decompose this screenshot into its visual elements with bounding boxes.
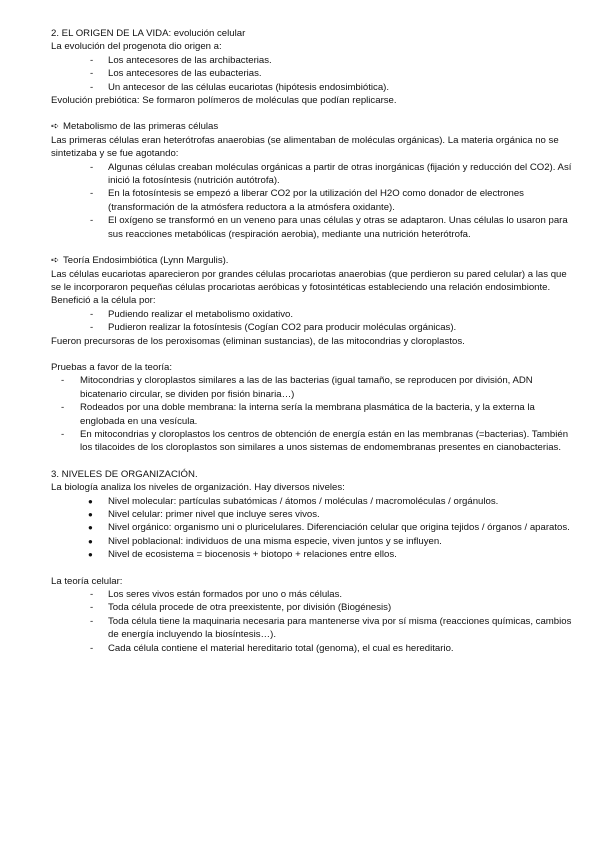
arrow-icon: ➪ [51, 255, 60, 267]
metabolism-title: Metabolismo de las primeras células [63, 121, 219, 133]
evidence-list [51, 374, 579, 454]
section-2-intro: La evolución del progenota dio origen a: [51, 41, 222, 53]
document-page [51, 27, 579, 655]
endosymbiotic-intro: Las células eucariotas aparecieron por grandes células procariotas anaerobias (que perdieron su pared celular) a las que se le incorporaron pequeñas células procariotas aeróbicas y fotosintéticas estableciendo una relación endosimbionte. Benefició a la célula por: [51, 268, 567, 307]
arrow-icon: ➪ [51, 121, 60, 133]
list-item: ● Nivel orgánico: organismo uni o pluricelulares. Diferenciación celular que origina tejidos / órganos / aparatos. [51, 521, 579, 534]
list-item: - Un antecesor de las células eucariotas (hipótesis endosimbiótica). [51, 81, 579, 94]
benefits-list [51, 308, 579, 335]
metabolism-intro: Las primeras células eran heterótrofas anaerobias (se alimentaban de moléculas orgánicas). La materia orgánica no se sintetizaba y se fue agotando: [51, 134, 559, 160]
cell-theory-list [51, 588, 579, 655]
endosymbiotic-outro: Fueron precursoras de los peroxisomas (eliminan sustancias), de las mitocondrias y cloroplastos. [51, 335, 465, 347]
list-item: - Algunas células creaban moléculas orgánicas a partir de otras inorgánicas (fijación y reducción del CO2). Así inició la fotosíntesis (nutrición autótrofa). [51, 161, 579, 188]
list-item: - Los seres vivos están formados por uno o más células. [51, 588, 579, 601]
prebiotic-evolution: Evolución prebiótica: Se formaron polímeros de moléculas que podían replicarse. [51, 95, 397, 107]
list-item: - En mitocondrias y cloroplastos los centros de obtención de energía están en las membranas (=bacterias). También los tilacoides de los cloroplastos son similares a unos sistemas de endomembranas presentes en cianobacterias. [51, 428, 579, 455]
list-item: - Mitocondrias y cloroplastos similares a las de las bacterias (igual tamaño, se reproducen por división, ADN bicatenario circular, se dividen por fisión binaria…) [51, 374, 579, 401]
list-item: - Toda célula procede de otra preexistente, por división (Biogénesis) [51, 601, 579, 614]
list-item: ● Nivel poblacional: individuos de una misma especie, viven juntos y se influyen. [51, 535, 579, 548]
list-item: ● Nivel molecular: partículas subatómicas / átomos / moléculas / macromoléculas / orgánulos. [51, 495, 579, 508]
endosymbiotic-title: Teoría Endosimbiótica (Lynn Margulis). [63, 255, 229, 267]
list-item: ● Nivel celular: primer nivel que incluye seres vivos. [51, 508, 579, 521]
endosymbiotic-heading [51, 254, 579, 267]
section-3-title: 3. NIVELES DE ORGANIZACIÓN. [51, 468, 198, 480]
list-item: - Pudieron realizar la fotosíntesis (Cogían CO2 para producir moléculas orgánicas). [51, 321, 579, 334]
list-item: - Pudiendo realizar el metabolismo oxidativo. [51, 308, 579, 321]
evidence-title: Pruebas a favor de la teoría: [51, 361, 173, 373]
list-item: - Los antecesores de las archibacterias. [51, 54, 579, 67]
ancestors-list [51, 54, 579, 94]
section-2-title: 2. EL ORIGEN DE LA VIDA: evolución celular [51, 28, 246, 39]
list-item: - En la fotosíntesis se empezó a liberar CO2 por la utilización del H2O como donador de electrones (transformación de la atmósfera reductora a la atmósfera oxidante). [51, 187, 579, 214]
list-item: - Toda célula tiene la maquinaria necesaria para mantenerse viva por sí misma (reacciones químicas, cambios de energía incluyendo la biosíntesis…). [51, 615, 579, 642]
metabolism-heading [51, 120, 579, 133]
list-item: - Rodeados por una doble membrana: la interna sería la membrana plasmática de la bacteria, y la externa la englobada en una vesícula. [51, 401, 579, 428]
levels-list [51, 495, 579, 562]
section-3-intro: La biología analiza los niveles de organización. Hay diversos niveles: [51, 482, 345, 494]
list-item: - El oxígeno se transformó en un veneno para unas células y otras se adaptaron. Unas células lo usaron para sus reacciones metabólicas (respiración aerobia), mediante una nutrición heterótrofa. [51, 214, 579, 241]
list-item: - Cada célula contiene el material hereditario total (genoma), el cual es hereditario. [51, 642, 579, 655]
metabolism-list [51, 161, 579, 241]
list-item: - Los antecesores de las eubacterias. [51, 67, 579, 80]
cell-theory-title: La teoría celular: [51, 575, 123, 587]
list-item: ● Nivel de ecosistema = biocenosis + biotopo + relaciones entre ellos. [51, 548, 579, 561]
